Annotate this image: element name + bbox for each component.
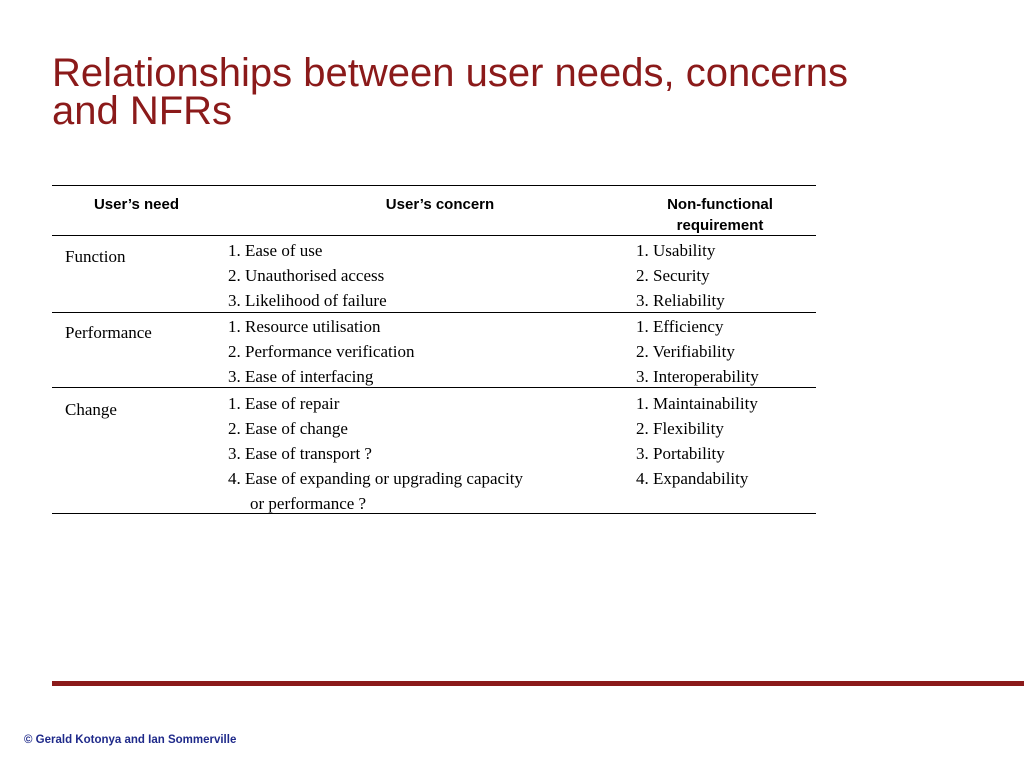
- header-users-concern: User’s concern: [385, 196, 495, 213]
- concern-list: [228, 238, 387, 313]
- concern-list: [228, 314, 414, 389]
- list-item: 4. Ease of expanding or upgrading capacity: [228, 469, 524, 488]
- list-item: 1. Resource utilisation: [228, 317, 381, 336]
- list-item: 4. Expandability: [636, 469, 749, 488]
- concern-list: [228, 391, 523, 516]
- need-performance: Performance: [65, 323, 152, 342]
- header-nfr: Non-functional requirement: [667, 196, 773, 234]
- list-item: 2. Flexibility: [636, 419, 724, 438]
- list-item: 1. Ease of repair: [228, 394, 340, 413]
- list-item: 3. Ease of transport ?: [228, 444, 372, 463]
- footer-divider: [52, 681, 1024, 686]
- table-top-rule: [52, 185, 816, 186]
- list-item: 1. Ease of use: [228, 241, 323, 260]
- list-item: 2. Ease of change: [228, 419, 348, 438]
- list-item-continuation: or performance ?: [250, 494, 367, 513]
- list-item: 2. Verifiability: [636, 342, 735, 361]
- list-item: 2. Unauthorised access: [228, 266, 385, 285]
- list-item: 2. Security: [636, 266, 710, 285]
- nfr-list: [636, 238, 725, 313]
- list-item: 3. Portability: [636, 444, 725, 463]
- list-item: 1. Usability: [636, 241, 716, 260]
- nfr-list: [636, 314, 759, 389]
- list-item: 1. Maintainability: [636, 394, 758, 413]
- slide-title: Relationships between user needs, concerns and NFRs: [52, 51, 849, 133]
- list-item: 3. Ease of interfacing: [228, 367, 374, 386]
- header-users-need: User’s need: [93, 196, 180, 213]
- list-item: 1. Efficiency: [636, 317, 724, 336]
- list-item: 3. Interoperability: [636, 367, 759, 386]
- nfr-list: [636, 391, 758, 491]
- need-function: Function: [65, 247, 126, 266]
- list-item: 2. Performance verification: [228, 342, 415, 361]
- need-change: Change: [65, 400, 117, 419]
- list-item: 3. Likelihood of failure: [228, 291, 387, 310]
- list-item: 3. Reliability: [636, 291, 725, 310]
- copyright-notice: © Gerald Kotonya and Ian Sommerville: [24, 734, 237, 746]
